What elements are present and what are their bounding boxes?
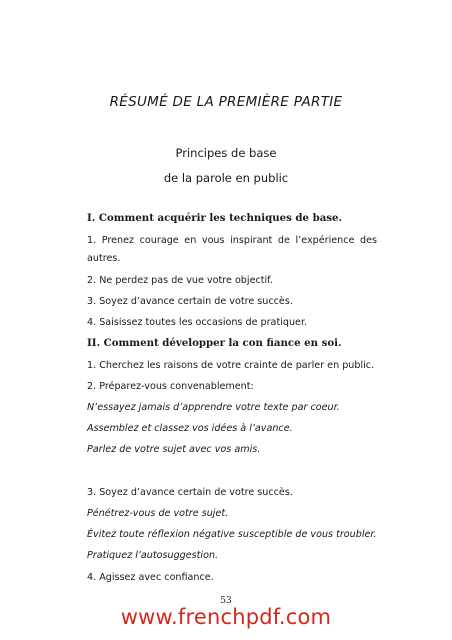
page-number: 53 — [220, 596, 232, 606]
section-2-heading: II. Comment développer la con fiance en soi. — [87, 337, 342, 349]
page-title: RÉSUMÉ DE LA PREMIÈRE PARTIE — [109, 94, 343, 110]
section-2-item-1: 1. Cherchez les raisons de votre crainte de parler en public. — [87, 360, 375, 371]
section-2-item-2-tip-1: N’essayez jamais d’apprendre votre texte par coeur. — [87, 402, 340, 413]
watermark-link[interactable]: www.frenchpdf.com — [120, 605, 332, 629]
section-2-item-2: 2. Préparez-vous convenablement: — [87, 381, 254, 392]
section-2-item-3-tip-3: Pratiquez l’autosuggestion. — [87, 550, 219, 561]
section-2-item-2-tip-2: Assemblez et classez vos idées à l’avance. — [87, 423, 293, 434]
section-2-item-3-tip-1: Pénétrez-vous de votre sujet. — [87, 508, 229, 519]
section-1-item-4: 4. Saisissez toutes les occasions de pratiquer. — [87, 317, 308, 328]
section-2-item-4: 4. Agissez avec confiance. — [87, 572, 214, 583]
section-2-item-2-tip-3: Parlez de votre sujet avec vos amis. — [87, 444, 261, 455]
section-1-item-3: 3. Soyez d’avance certain de votre succès. — [87, 296, 293, 307]
section-1-item-1-line-1: 1. Prenez courage en vous inspirant de l’expérience des — [87, 235, 377, 246]
section-2-item-3: 3. Soyez d’avance certain de votre succès. — [87, 487, 293, 498]
section-2-item-3-tip-2: Évitez toute réflexion négative susceptible de vous troubler. — [87, 529, 377, 540]
subtitle-line-2: de la parole en public — [163, 171, 289, 185]
subtitle-line-1: Principes de base — [175, 146, 277, 160]
section-1-item-2: 2. Ne perdez pas de vue votre objectif. — [87, 275, 273, 286]
section-1-heading: I. Comment acquérir les techniques de base. — [87, 212, 343, 224]
section-1-item-1-line-2: autres. — [87, 253, 121, 264]
